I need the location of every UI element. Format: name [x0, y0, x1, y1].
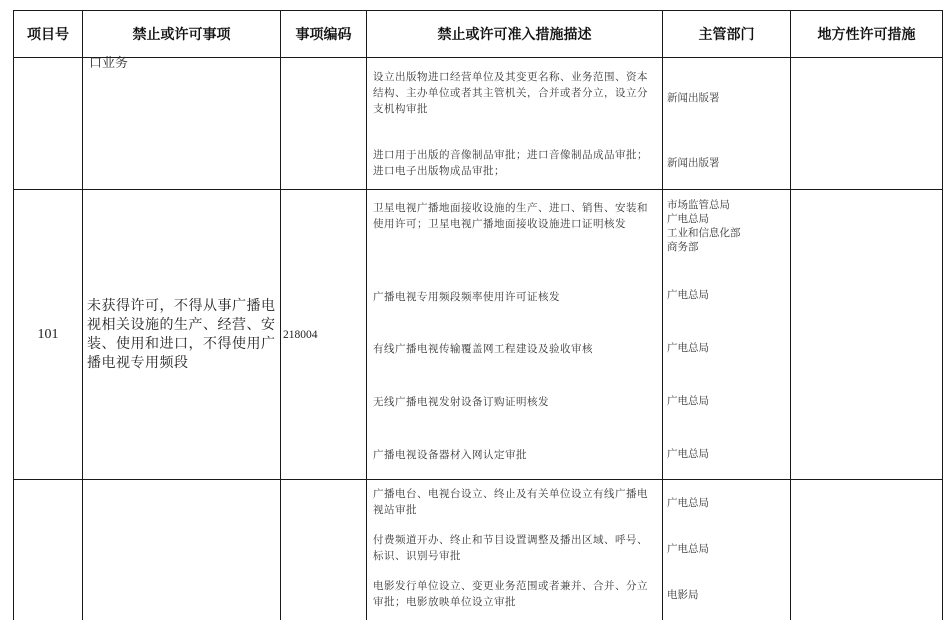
- measure-text: 广播电视专用频段频率使用许可证核发: [373, 291, 560, 303]
- measure-text: 卫星电视广播地面接收设施的生产、进口、销售、安装和使用许可；卫星电视广播地面接收设施进口证明核发: [373, 202, 648, 230]
- dept-cell: [663, 190, 791, 480]
- table-header-row: [14, 11, 943, 58]
- dept-text: 电影局: [667, 589, 699, 601]
- measure-text: 广播电台、电视台设立、终止及有关单位设立有线广播电视站审批: [373, 488, 648, 516]
- table-row: [14, 58, 943, 190]
- measures-cell: [367, 480, 663, 620]
- measure-text: 进口用于出版的音像制品审批；进口音像制品成品审批；进口电子出版物成品审批；: [373, 149, 648, 177]
- measure-text: 广播电视设备器材入网认定审批: [373, 449, 527, 461]
- code-cell: 218004: [281, 190, 367, 480]
- item-cell: 未获得许可，不得从事广播电视相关设施的生产、经营、安装、使用和进口，不得使用广播电视专用频段: [83, 190, 281, 480]
- header-dept: 主管部门: [663, 11, 791, 58]
- dept-text: 广电总局: [667, 395, 709, 407]
- measure-text: 无线广播电视发射设备订购证明核发: [373, 396, 549, 408]
- measures-cell: [367, 190, 663, 480]
- negative-list-table: [13, 10, 943, 620]
- item-cell: [83, 480, 281, 620]
- table-row: [14, 190, 943, 480]
- code-cell: [281, 58, 367, 190]
- dept-text: 广电总局: [667, 289, 709, 301]
- dept-text: 广电总局: [667, 342, 709, 354]
- header-item-no: 项目号: [14, 11, 83, 58]
- measure-text: 设立出版物进口经营单位及其变更名称、业务范围、资本结构、主办单位或者其主管机关，合并或者分立，设立分支机构审批: [373, 71, 648, 115]
- measures-cell: [367, 58, 663, 190]
- item-no-cell: [14, 58, 83, 190]
- header-item: 禁止或许可事项: [83, 11, 281, 58]
- header-code: 事项编码: [281, 11, 367, 58]
- measure-text: 电影发行单位设立、变更业务范围或者兼并、合并、分立审批；电影放映单位设立审批: [373, 580, 648, 608]
- dept-text: 广电总局: [667, 448, 709, 460]
- dept-cell: [663, 58, 791, 190]
- local-cell: [791, 58, 943, 190]
- local-cell: [791, 190, 943, 480]
- measure-text: 付费频道开办、终止和节目设置调整及播出区域、呼号、标识、识别号审批: [373, 534, 648, 562]
- item-cell: [83, 58, 281, 190]
- item-no-cell: 101: [14, 190, 83, 480]
- table-row: [14, 480, 943, 620]
- dept-text: 广电总局: [667, 543, 709, 555]
- dept-text: 新闻出版署: [667, 92, 720, 104]
- dept-text: 广电总局: [667, 497, 709, 509]
- header-measures: 禁止或许可准入措施描述: [367, 11, 663, 58]
- dept-cell: [663, 480, 791, 620]
- header-local: 地方性许可措施: [791, 11, 943, 58]
- item-no-cell: [14, 480, 83, 620]
- local-cell: [791, 480, 943, 620]
- dept-text: 市场监管总局 广电总局 工业和信息化部 商务部: [667, 199, 741, 253]
- code-cell: [281, 480, 367, 620]
- dept-text: 新闻出版署: [667, 157, 720, 169]
- measure-text: 有线广播电视传输覆盖网工程建设及验收审核: [373, 343, 593, 355]
- item-continuation-text: 口业务: [89, 56, 129, 71]
